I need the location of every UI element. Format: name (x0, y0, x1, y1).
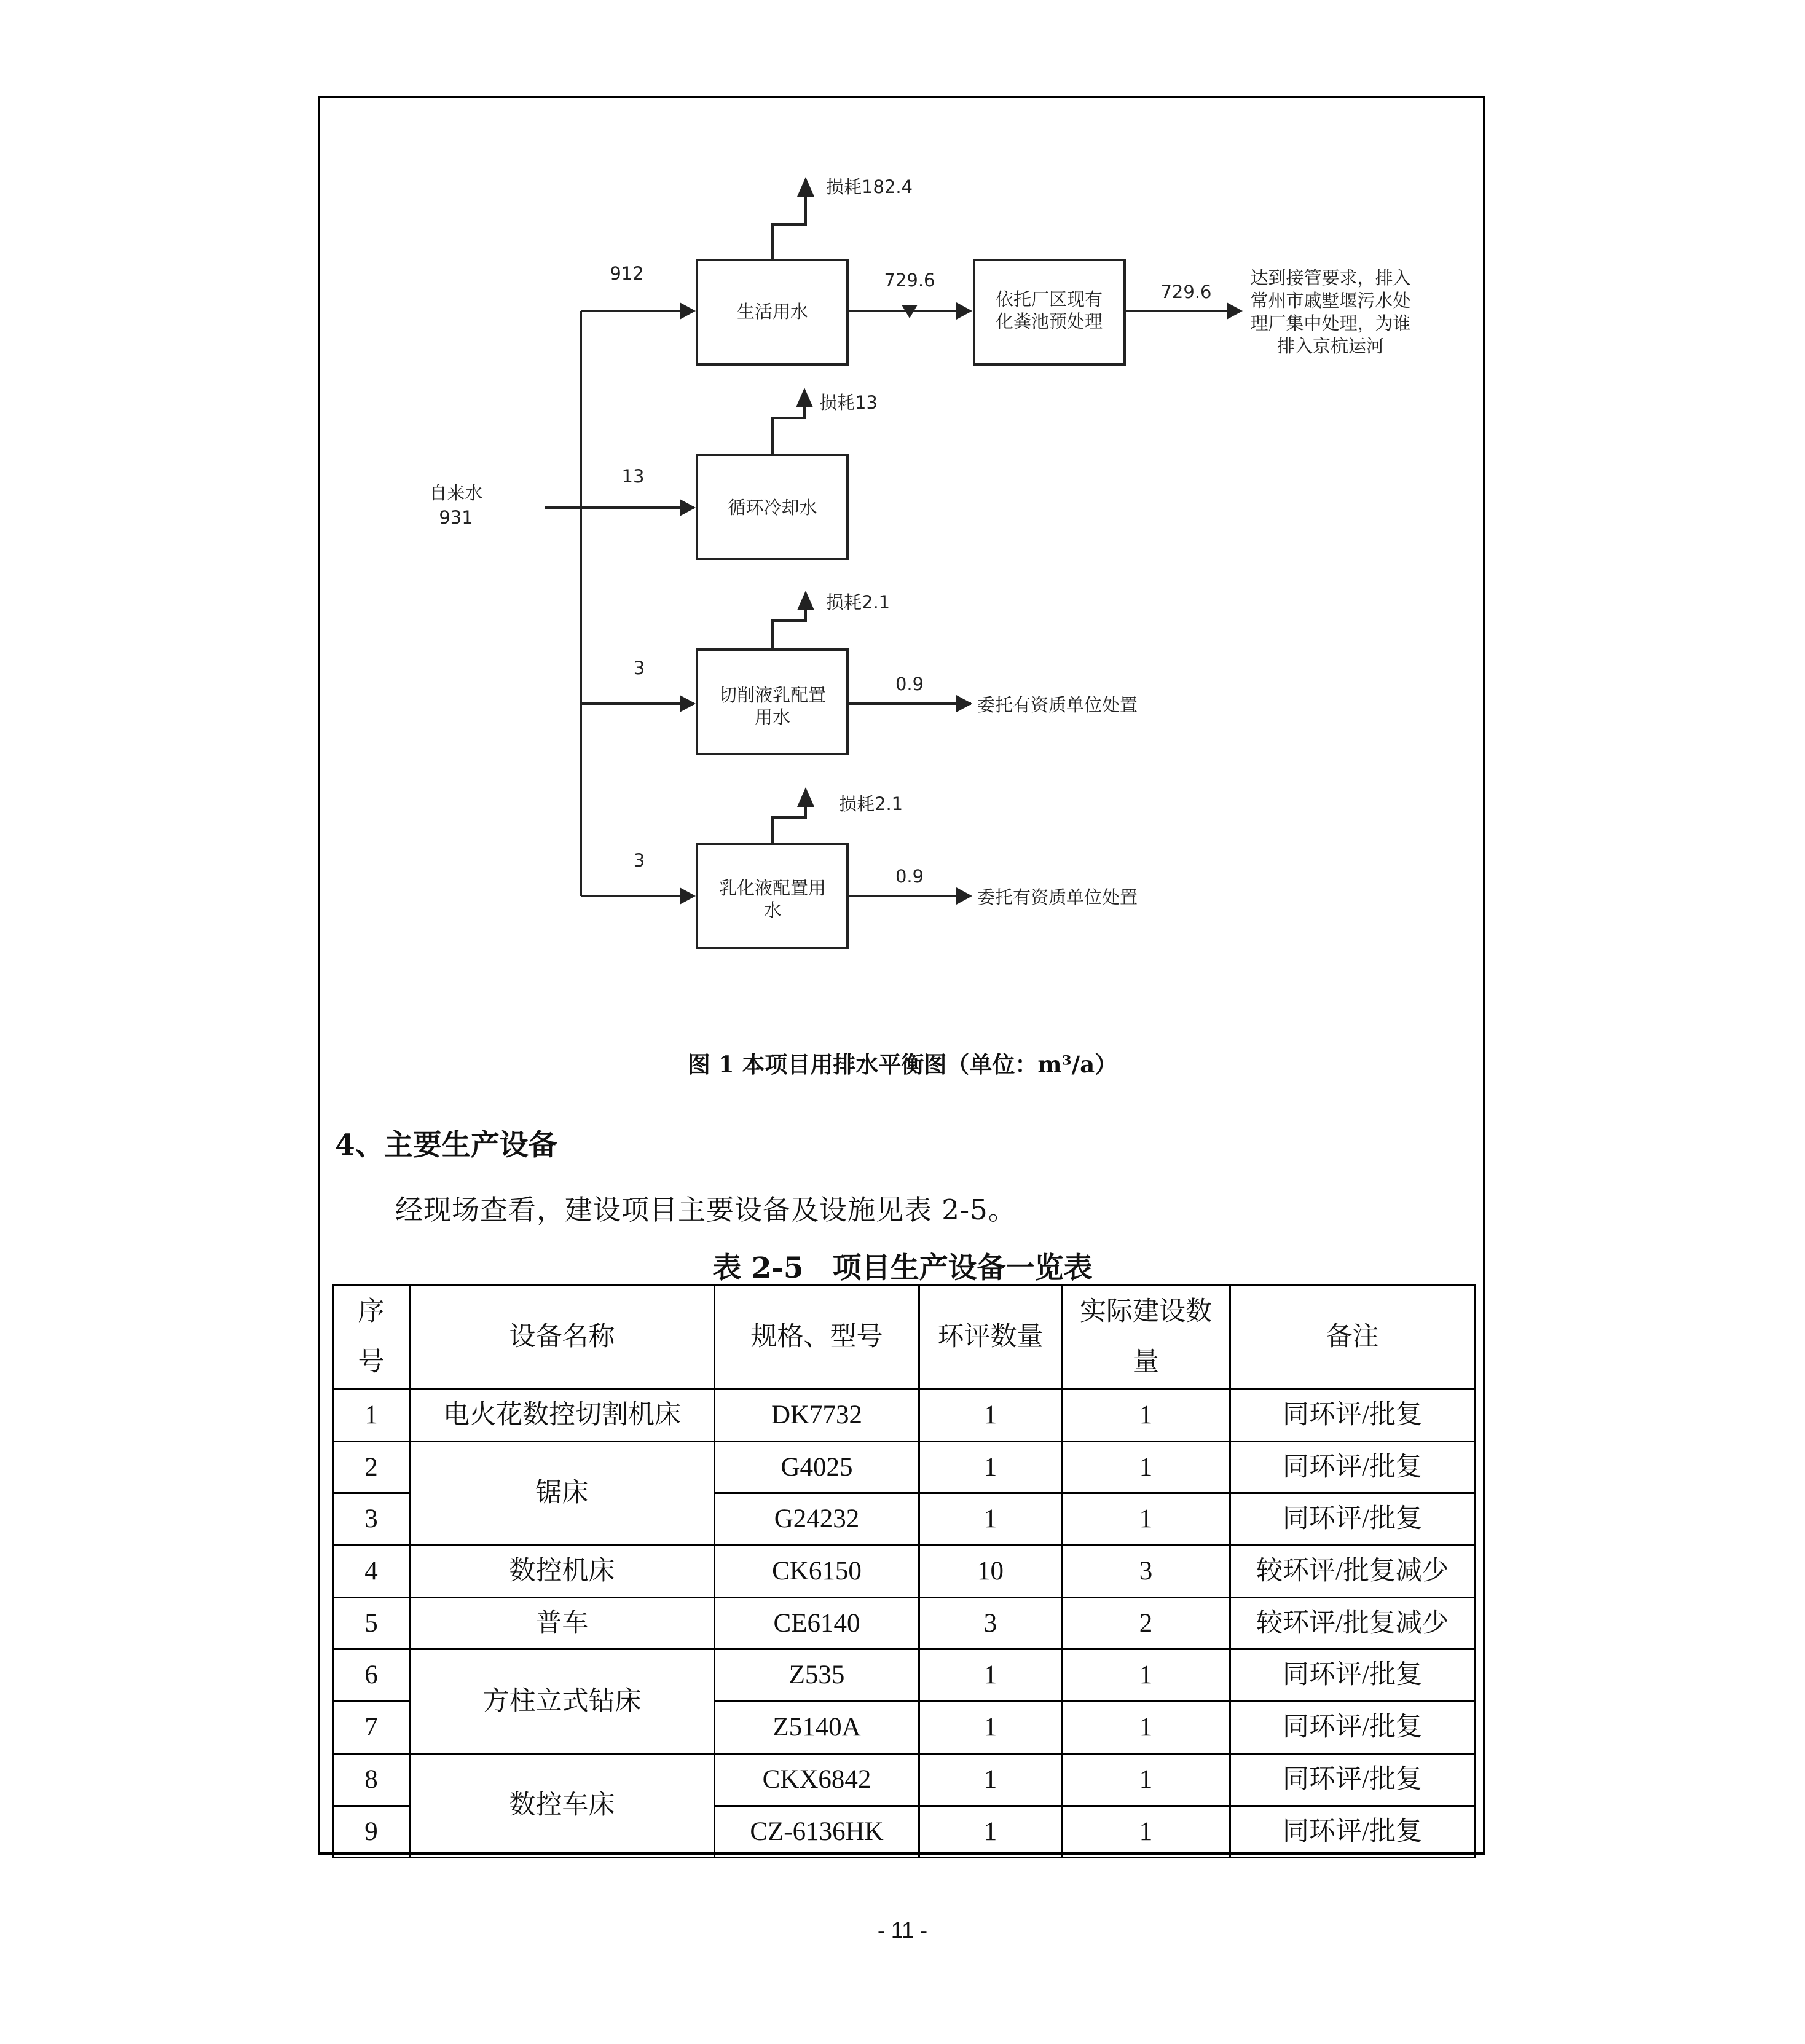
destination-cutting: 委托有资质单位处置 (977, 694, 1138, 715)
header-name: 设备名称 (410, 1286, 715, 1390)
loss-cooling: 损耗13 (819, 392, 878, 413)
page-number: - 11 - (877, 1917, 928, 1943)
cell-spec: Z535 (715, 1649, 919, 1702)
cell-eia: 1 (919, 1702, 1062, 1754)
equipment-table (332, 1284, 1476, 1858)
table-header-row (333, 1286, 1475, 1390)
cell-eia: 1 (919, 1806, 1062, 1858)
cell-actual: 1 (1062, 1493, 1230, 1546)
loss-arrow-emulsion (773, 805, 806, 844)
table-row (333, 1597, 1475, 1649)
inflow-domestic: 912 (610, 263, 644, 284)
cell-no: 5 (333, 1597, 410, 1649)
cell-remark: 同环评/批复 (1230, 1441, 1475, 1493)
cell-spec: CZ-6136HK (715, 1806, 919, 1858)
cell-remark: 同环评/批复 (1230, 1649, 1475, 1702)
outflow-septic: 729.6 (1160, 281, 1212, 302)
cell-eia: 1 (919, 1390, 1062, 1442)
box-emulsion-label-1: 乳化液配置用 (718, 878, 827, 898)
outflow-emulsion: 0.9 (895, 866, 924, 887)
cell-actual: 1 (1062, 1441, 1230, 1493)
cell-remark: 较环评/批复减少 (1230, 1546, 1475, 1598)
cell-spec: CKX6842 (715, 1753, 919, 1806)
table-row (333, 1546, 1475, 1598)
cell-spec: CK6150 (715, 1546, 919, 1598)
cell-spec: Z5140A (715, 1702, 919, 1754)
outflow-domestic: 729.6 (884, 270, 935, 291)
cell-spec: CE6140 (715, 1597, 919, 1649)
cell-no: 8 (333, 1753, 410, 1806)
cell-no: 9 (333, 1806, 410, 1858)
table-row (333, 1390, 1475, 1442)
cell-eia: 1 (919, 1753, 1062, 1806)
cell-remark: 同环评/批复 (1230, 1493, 1475, 1546)
header-actual-qty: 实际建设数 量 (1062, 1286, 1230, 1390)
cell-name: 数控车床 (410, 1753, 715, 1857)
cell-actual: 2 (1062, 1597, 1230, 1649)
box-septic-label-1: 依托厂区现有 (995, 289, 1103, 310)
box-cutting-label-2: 用水 (754, 707, 791, 728)
cell-eia: 1 (919, 1493, 1062, 1546)
inflow-cutting: 3 (633, 658, 645, 678)
cell-eia: 1 (919, 1649, 1062, 1702)
box-cooling-label: 循环冷却水 (728, 497, 817, 518)
destination-emulsion: 委托有资质单位处置 (977, 887, 1138, 908)
cell-spec: DK7732 (715, 1390, 919, 1442)
outflow-cutting: 0.9 (895, 674, 924, 694)
source-label: 自来水 (429, 482, 483, 503)
table-row (333, 1441, 1475, 1493)
cell-actual: 1 (1062, 1649, 1230, 1702)
cell-eia: 1 (919, 1441, 1062, 1493)
cell-name: 普车 (410, 1597, 715, 1649)
loss-cutting: 损耗2.1 (826, 592, 891, 613)
cell-remark: 同环评/批复 (1230, 1753, 1475, 1806)
figure-caption: 图 1 本项目用排水平衡图（单位：m³/a） (687, 1051, 1118, 1078)
box-septic-label-2: 化粪池预处理 (995, 311, 1103, 332)
inflow-cooling: 13 (621, 466, 645, 487)
cell-no: 1 (333, 1390, 410, 1442)
discharge-note-4: 排入京杭运河 (1276, 336, 1385, 356)
table-row (333, 1649, 1475, 1702)
discharge-note-3: 理厂集中处理，为谁 (1250, 313, 1411, 334)
discharge-note-2: 常州市戚墅堰污水处 (1250, 290, 1411, 311)
cell-actual: 1 (1062, 1702, 1230, 1754)
header-no: 序 号 (333, 1286, 410, 1390)
cell-actual: 1 (1062, 1753, 1230, 1806)
cell-name: 电火花数控切割机床 (410, 1390, 715, 1442)
cell-name: 方柱立式钻床 (410, 1649, 715, 1753)
box-domestic-label: 生活用水 (736, 301, 809, 322)
section-heading: 4、主要生产设备 (335, 1128, 557, 1162)
box-emulsion-label-2: 水 (763, 900, 782, 921)
table-caption: 表 2-5 项目生产设备一览表 (712, 1251, 1093, 1285)
cell-actual: 1 (1062, 1806, 1230, 1858)
source-value: 931 (439, 507, 473, 528)
cell-remark: 较环评/批复减少 (1230, 1597, 1475, 1649)
cell-no: 6 (333, 1649, 410, 1702)
header-eia-qty: 环评数量 (919, 1286, 1062, 1390)
cell-name: 锯床 (410, 1441, 715, 1545)
cell-spec: G4025 (715, 1441, 919, 1493)
loss-emulsion: 损耗2.1 (839, 793, 903, 814)
cell-no: 3 (333, 1493, 410, 1546)
cell-actual: 3 (1062, 1546, 1230, 1598)
loss-domestic: 损耗182.4 (826, 176, 913, 197)
loss-arrow-domestic (773, 195, 806, 260)
cell-no: 7 (333, 1702, 410, 1754)
loss-arrow-cooling (773, 406, 804, 455)
box-cutting-label-1: 切削液乳配置 (718, 685, 827, 706)
cell-name: 数控机床 (410, 1546, 715, 1598)
cell-remark: 同环评/批复 (1230, 1806, 1475, 1858)
loss-arrow-cutting (773, 608, 806, 650)
cell-actual: 1 (1062, 1390, 1230, 1442)
header-remark: 备注 (1230, 1286, 1475, 1390)
inflow-emulsion: 3 (633, 850, 645, 871)
cell-no: 2 (333, 1441, 410, 1493)
header-spec: 规格、型号 (715, 1286, 919, 1390)
cell-eia: 10 (919, 1546, 1062, 1598)
cell-remark: 同环评/批复 (1230, 1702, 1475, 1754)
cell-remark: 同环评/批复 (1230, 1390, 1475, 1442)
cell-spec: G24232 (715, 1493, 919, 1546)
cell-eia: 3 (919, 1597, 1062, 1649)
cell-no: 4 (333, 1546, 410, 1598)
table-row (333, 1753, 1475, 1806)
discharge-note-1: 达到接管要求，排入 (1250, 267, 1411, 288)
section-paragraph: 经现场查看，建设项目主要设备及设施见表 2-5。 (395, 1193, 1017, 1226)
